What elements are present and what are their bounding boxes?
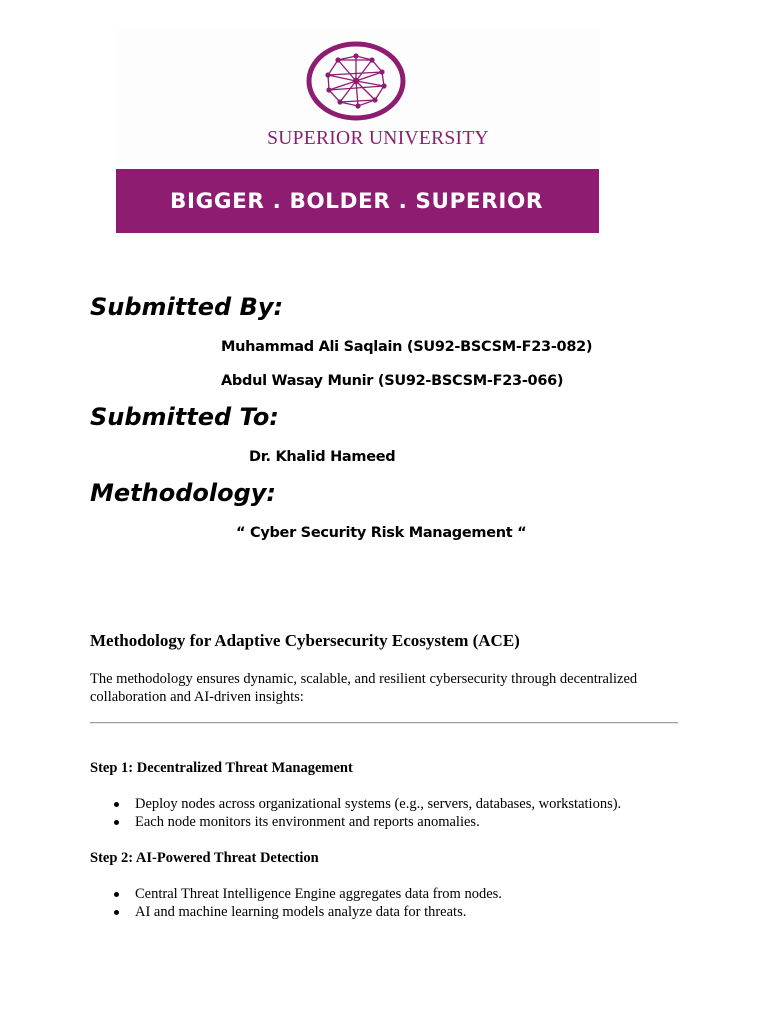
submitted-by-heading: Submitted By: xyxy=(90,293,284,321)
methodology-subject: “ Cyber Security Risk Management “ xyxy=(236,525,527,541)
document-title: Methodology for Adaptive Cybersecurity Ecosystem (ACE) xyxy=(90,631,520,650)
tagline-banner xyxy=(116,169,599,233)
supervisor-name: Dr. Khalid Hameed xyxy=(249,449,396,465)
list-item: Central Threat Intelligence Engine aggregates data from nodes. xyxy=(90,885,502,903)
step-2-title: Step 2: AI-Powered Threat Detection xyxy=(90,850,319,866)
intro-paragraph: The methodology ensures dynamic, scalable, and resilient cybersecurity through decentralized collaboration and AI-driven insights: xyxy=(90,671,638,705)
step-2-list xyxy=(90,885,502,921)
bullet-icon xyxy=(114,910,119,915)
step-1-title: Step 1: Decentralized Threat Management xyxy=(90,760,353,776)
tagline-text: BIGGER . BOLDER . SUPERIOR xyxy=(169,188,544,214)
list-item: Each node monitors its environment and reports anomalies. xyxy=(90,813,621,831)
network-emblem-icon xyxy=(305,40,407,122)
bullet-icon xyxy=(114,802,119,807)
list-item: AI and machine learning models analyze data for threats. xyxy=(90,903,502,921)
bullet-icon xyxy=(114,820,119,825)
list-item: Deploy nodes across organizational systems (e.g., servers, databases, workstations). xyxy=(90,795,621,813)
horizontal-divider xyxy=(90,722,678,724)
student-name-1: Muhammad Ali Saqlain (SU92-BSCSM-F23-082) xyxy=(221,339,593,355)
student-name-2: Abdul Wasay Munir (SU92-BSCSM-F23-066) xyxy=(221,373,564,389)
bullet-icon xyxy=(114,892,119,897)
step-1-list xyxy=(90,795,621,831)
methodology-heading: Methodology: xyxy=(90,479,277,507)
university-name: SUPERIOR UNIVERSITY xyxy=(267,128,489,149)
submitted-to-heading: Submitted To: xyxy=(90,403,279,431)
